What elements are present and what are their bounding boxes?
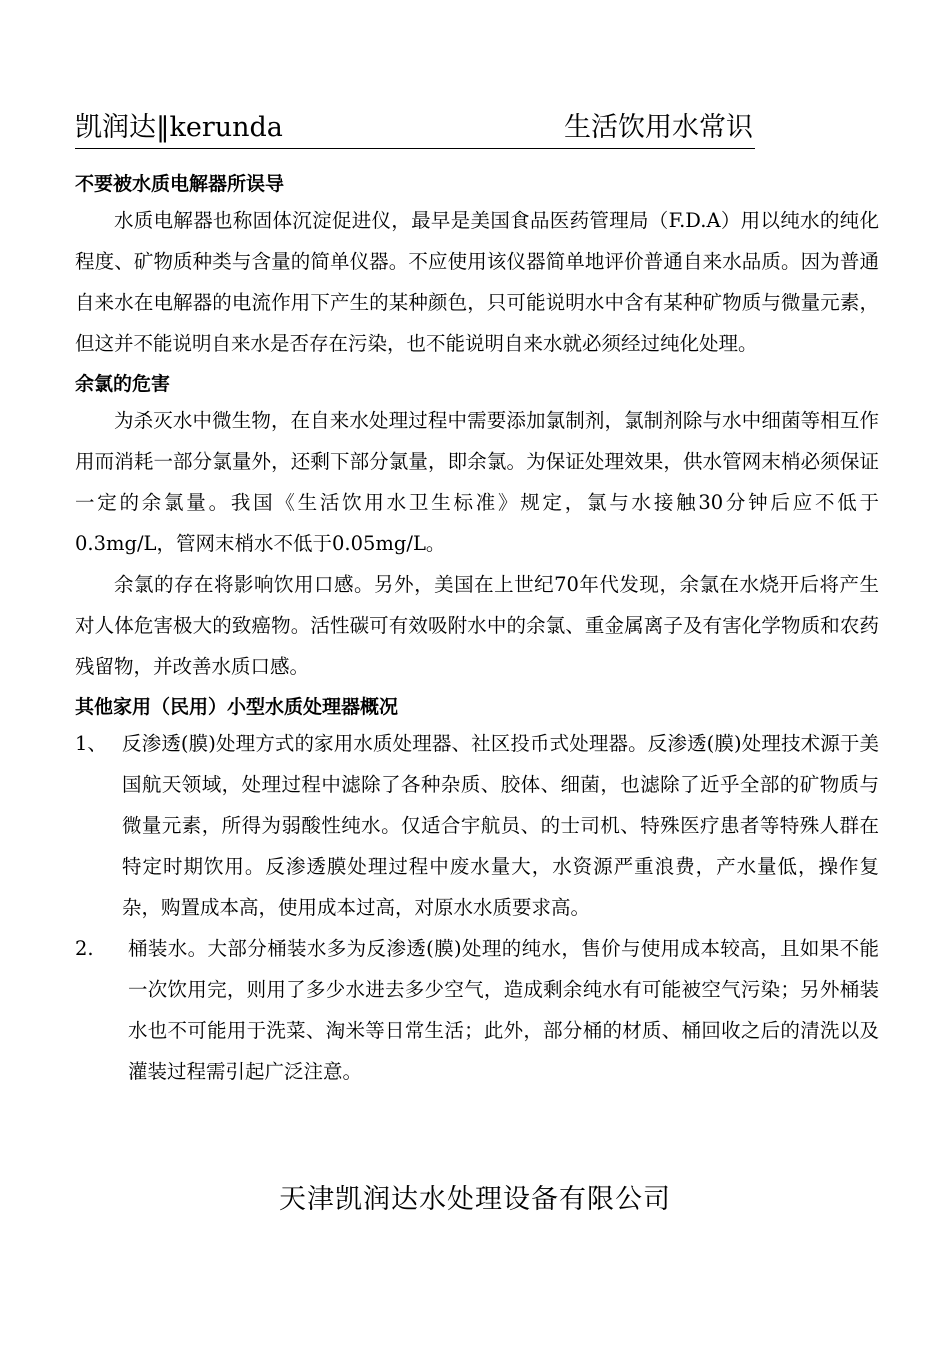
list-item-bottled-water	[75, 928, 879, 1092]
section-heading-residual-chlorine: 余氯的危害	[75, 373, 171, 395]
list-item-text: 反渗透(膜)处理方式的家用水质处理器、社区投币式处理器。反渗透(膜)处理技术源于美国航天领域，处理过程中滤除了各种杂质、胶体、细菌，也滤除了近乎全部的矿物质与微量元素，所得为弱酸性纯水。仅适合宇航员、的士司机、特殊医疗患者等特殊人群在特定时期饮用。反渗透膜处理过程中废水量大，水资源严重浪费，产水量低，操作复杂，购置成本高，使用成本过高，对原水水质要求高。	[122, 732, 879, 919]
paragraph-chlorine-standard: 为杀灭水中微生物，在自来水处理过程中需要添加氯制剂，氯制剂除与水中细菌等相互作用而消耗一部分氯量外，还剩下部分氯量，即余氯。为保证处理效果，供水管网末梢必须保证一定的余氯量。我国《生活饮用水卫生标准》规定，氯与水接触30分钟后应不低于0.3mg/L，管网末梢水不低于0.05mg/L。	[75, 409, 879, 555]
list-item-number: 1、	[75, 732, 107, 755]
list-item-reverse-osmosis	[75, 723, 879, 928]
paragraph-chlorine-effects: 余氯的存在将影响饮用口感。另外，美国在上世纪70年代发现，余氯在水烧开后将产生对人体危害极大的致癌物。活性碳可有效吸附水中的余氯、重金属离子及有害化学物质和农药残留物，并改善水质口感。	[75, 573, 879, 678]
list-item-number: 2.	[75, 937, 94, 960]
document-body	[75, 168, 879, 1092]
paragraph-electrolyzer: 水质电解器也称固体沉淀促进仪，最早是美国食品医药管理局（F.D.A）用以纯水的纯化程度、矿物质种类与含量的简单仪器。不应使用该仪器简单地评价普通自来水品质。因为普通自来水在电解器的电流作用下产生的某种颜色，只可能说明水中含有某种矿物质与微量元素，但这并不能说明自来水是否存在污染，也不能说明自来水就必须经过纯化处理。	[75, 209, 879, 355]
list-item-text: 桶装水。大部分桶装水多为反渗透(膜)处理的纯水，售价与使用成本较高，且如果不能一次饮用完，则用了多少水进去多少空气，造成剩余纯水有可能被空气污染；另外桶装水也不可能用于洗菜、淘米等日常生活；此外，部分桶的材质、桶回收之后的清洗以及灌装过程需引起广泛注意。	[128, 937, 879, 1083]
footer-company-name: 天津凯润达水处理设备有限公司	[279, 1184, 671, 1215]
page-header	[75, 108, 755, 149]
section-heading-household-purifiers: 其他家用（民用）小型水质处理器概况	[75, 696, 399, 718]
section-heading-electrolyzer: 不要被水质电解器所误导	[75, 173, 285, 195]
header-brand: 凯润达‖kerunda	[75, 112, 283, 143]
header-title: 生活饮用水常识	[564, 112, 753, 143]
